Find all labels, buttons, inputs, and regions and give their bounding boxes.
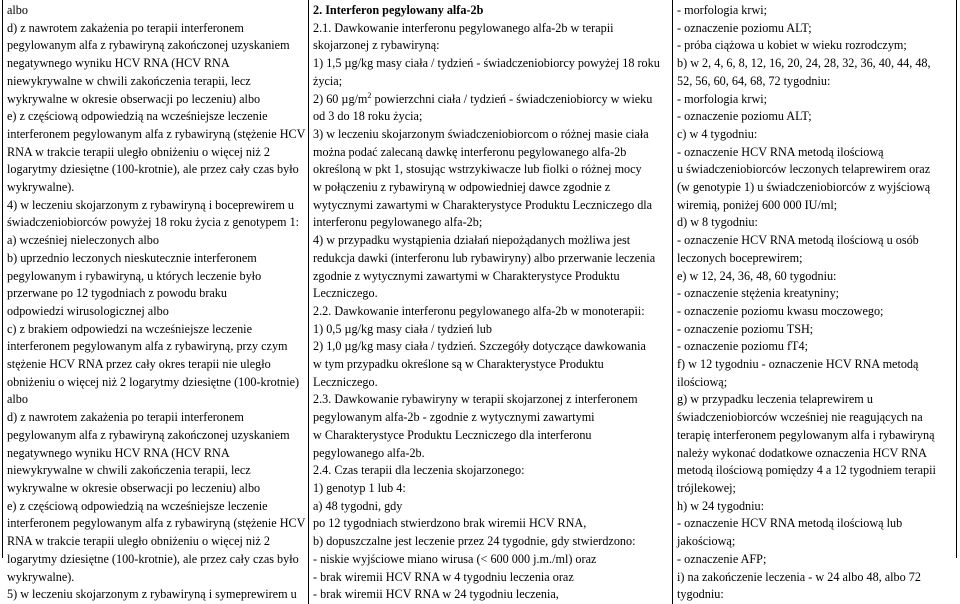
text-line: wykrywalne). (7, 180, 75, 195)
text-line: a) 48 tygodni, gdy (313, 498, 403, 513)
text-line: w Charakterystyce Produktu Leczniczego dla interferonu (313, 427, 592, 442)
text-line: - oznaczenie HCV RNA metodą ilościową (677, 144, 884, 159)
column-dosage (309, 0, 673, 604)
text-line: 2.2. Dawkowanie interferonu pegylowanego alfa-2b w monoterapii: (313, 303, 645, 318)
text-line: g) w przypadku leczenia telaprewirem u (677, 392, 873, 407)
text-line: pegylowanym i rybawiryną, u których leczenie było (7, 268, 262, 283)
text-line: świadczeniobiorców wcześniej nie reagujących na (677, 410, 923, 425)
text-line: jakościową; (677, 534, 736, 549)
text-line: d) z nawrotem zakażenia po terapii interferonem (7, 20, 244, 35)
text-line: 3) w leczeniu skojarzonym świadczeniobiorcom o różnej masie ciała (313, 126, 649, 141)
text-line: b) w 2, 4, 6, 8, 12, 16, 20, 24, 28, 32, 36, 40, 44, 48, (677, 56, 931, 71)
text-line: od 3 do 18 roku życia; (313, 109, 423, 124)
text-line: pegylowanym alfa-2b - zgodnie z wytycznymi zawartymi (313, 410, 595, 425)
text-line: interferonu pegylowanego alfa-2b; (313, 215, 483, 230)
text-line: leczonych boceprewirem; (677, 250, 803, 265)
text-line: - oznaczenie AFP; (677, 551, 767, 566)
text-line: zgodnie z wytycznymi zawartymi w Charakterystyce Produktu (313, 268, 620, 283)
text-line: w tym przypadku określone są w Charakterystyce Produktu (313, 357, 604, 372)
text-line: f) w 12 tygodniu - oznaczenie HCV RNA metodą (677, 357, 919, 372)
text-line: 1) genotyp 1 lub 4: (313, 480, 406, 495)
section-heading: 2. Interferon pegylowany alfa-2b (313, 3, 484, 17)
text-line: stężenie HCV RNA przez cały okres terapii nie uległo (7, 357, 271, 372)
text-line: b) dopuszczalne jest leczenie przez 24 tygodnie, gdy stwierdzono: (313, 534, 636, 549)
text-line: e) z częściową odpowiedzią na wcześniejsze leczenie (7, 498, 268, 513)
text-line: ilościową; (677, 374, 728, 389)
column-monitoring (673, 0, 958, 604)
text-line: c) w 4 tygodniu: (677, 126, 758, 141)
text-line: odpowiedzi wirusologicznej albo (7, 303, 169, 318)
text-line: niewykrywalne w chwili zakończenia terapii, lecz (7, 73, 251, 88)
text-line: 2.3. Dawkowanie rybawiryny w terapii skojarzonej z interferonem (313, 392, 638, 407)
text-line: d) w 8 tygodniu: (677, 215, 758, 230)
text-line: albo (7, 3, 28, 17)
text-line: interferonem pegylowanym alfa z rybawiryną, przy czym (7, 339, 288, 354)
text-line: 4) w leczeniu skojarzonym z rybawiryną i boceprewirem u (7, 197, 294, 212)
text-line: d) z nawrotem zakażenia po terapii interferonem (7, 410, 244, 425)
text-line: wiremią, poniżej 600 000 IU/ml; (677, 197, 838, 212)
text-line: 4) w przypadku wystąpienia działań niepożądanych możliwa jest (313, 233, 631, 248)
text-line: negatywnego wyniku HCV RNA (HCV RNA (7, 445, 230, 460)
text-line: b) uprzednio leczonych nieskutecznie interferonem (7, 250, 257, 265)
text-line: albo (7, 392, 28, 407)
text-line: metodą ilościową pomiędzy 4 a 12 tygodniem terapii (677, 463, 936, 478)
text-line: - brak wiremii HCV RNA w 4 tygodniu leczenia oraz (313, 569, 574, 584)
text-line: logarytmy dziesiętne (100-krotnie), ale przez cały czas było (7, 551, 299, 566)
text-line: - oznaczenie HCV RNA metodą ilościową lub (677, 516, 903, 531)
text-line: - morfologia krwi; (677, 3, 768, 17)
text-line: - oznaczenie HCV RNA metodą ilościową u osób (677, 233, 919, 248)
text-line: RNA w trakcie terapii uległo obniżeniu o więcej niż 2 (7, 144, 270, 159)
text-line: niewykrywalne w chwili zakończenia terapii, lecz (7, 463, 251, 478)
text-line: trójlekowej; (677, 480, 736, 495)
text-line: 1) 0,5 µg/kg masy ciała / tydzień lub (313, 321, 492, 336)
text-line: c) z brakiem odpowiedzi na wcześniejsze leczenie (7, 321, 252, 336)
text-line: określoną w pkt 1, stosując wstrzykiwacze lub fiolki o różnej mocy (313, 162, 642, 177)
column-eligibility-criteria (3, 0, 309, 604)
text-line: - oznaczenie stężenia kreatyniny; (677, 286, 840, 301)
text-line: w połączeniu z rybawiryną w odpowiedniej dawce zgodnie z (313, 180, 611, 195)
text-line: redukcja dawki (interferonu lub rybawiryny) albo przerwanie leczenia (313, 250, 656, 265)
text-line: 2) 60 $\mu g/m^2$ powierzchni ciała / tydzień - świadczeniobiorcy w wieku (313, 90, 653, 106)
text-line: wykrywalne w okresie obserwacji po leczeniu) albo (7, 91, 261, 106)
text-line: - oznaczenie poziomu ALT; (677, 109, 812, 124)
text-line: 52, 56, 60, 64, 68, 72 tygodniu: (677, 73, 831, 88)
text-line: należy wykonać dodatkowe oznaczenia HCV RNA (677, 445, 927, 460)
text-line: wytycznymi zawartymi w Charakterystyce Produktu Leczniczego dla (313, 197, 653, 212)
text-line: 5) w leczeniu skojarzonym z rybawiryną i symeprewirem u (7, 587, 297, 602)
text-line: 1) 1,5 µg/kg masy ciała / tydzień - świadczeniobiorcy powyżej 18 roku (313, 56, 660, 71)
text-line: e) w 12, 24, 36, 48, 60 tygodniu: (677, 268, 837, 283)
text-line: Leczniczego. (313, 374, 378, 389)
text-line: - oznaczenie poziomu ALT; (677, 20, 812, 35)
text-line: interferonem pegylowanym alfa z rybawiryną (stężenie HCV (7, 126, 306, 141)
text-line: obniżeniu o więcej niż 2 logarytmy dziesiętne (100-krotnie) (7, 374, 300, 389)
text-line: - oznaczenie poziomu fT4; (677, 339, 808, 354)
text-line: - morfologia krwi; (677, 91, 768, 106)
text-line: świadczeniobiorców powyżej 18 roku życia z genotypem 1: (7, 215, 300, 230)
text-line: RNA w trakcie terapii uległo obniżeniu o więcej niż 2 (7, 534, 270, 549)
text-line: 2.1. Dawkowanie interferonu pegylowanego alfa-2b w terapii (313, 20, 614, 35)
text-line: przerwane po 12 tygodniach z powodu braku (7, 286, 227, 301)
text-line: terapię interferonem pegylowanym alfa i rybawiryną (677, 427, 935, 442)
text-line: - oznaczenie poziomu kwasu moczowego; (677, 303, 884, 318)
text-line: - niskie wyjściowe miano wirusa (< 600 000 j.m./ml) oraz (313, 551, 597, 566)
text-line: - brak wiremii HCV RNA w 24 tygodniu leczenia, (313, 587, 559, 602)
text-line: interferonem pegylowanym alfa z rybawiryną (stężenie HCV (7, 516, 306, 531)
text-line: tygodniu: (677, 587, 724, 602)
text-line: - oznaczenie poziomu TSH; (677, 321, 814, 336)
text-line: (w genotypie 1) u świadczeniobiorców z wyjściową (677, 180, 931, 195)
text-line: wykrywalne). (7, 569, 75, 584)
text-line: negatywnego wyniku HCV RNA (HCV RNA (7, 56, 230, 71)
text-line: a) wcześniej nieleczonych albo (7, 233, 159, 248)
text-line: i) na zakończenie leczenia - w 24 albo 48, albo 72 (677, 569, 921, 584)
text-line: h) w 24 tygodniu: (677, 498, 765, 513)
text-line: skojarzonej z rybawiryną: (313, 38, 440, 53)
text-line: Leczniczego. (313, 286, 378, 301)
text-line: 2.4. Czas terapii dla leczenia skojarzonego: (313, 463, 525, 478)
text-line: pegylowanego alfa-2b. (313, 445, 425, 460)
text-line: e) z częściową odpowiedzią na wcześniejsze leczenie (7, 109, 268, 124)
text-line: logarytmy dziesiętne (100-krotnie), ale przez cały czas było (7, 162, 299, 177)
text-line: u świadczeniobiorców leczonych telaprewirem oraz (677, 162, 931, 177)
program-table (2, 0, 957, 602)
text-line: po 12 tygodniach stwierdzono brak wiremii HCV RNA, (313, 516, 587, 531)
text-line: 2) 1,0 µg/kg masy ciała / tydzień. Szczegóły dotyczące dawkowania (313, 339, 646, 354)
text-line: można podać zalecaną dawkę interferonu pegylowanego alfa-2b (313, 144, 627, 159)
text-line: pegylowanym alfa z rybawiryną zakończonej uzyskaniem (7, 38, 290, 53)
text-line: wykrywalne w okresie obserwacji po leczeniu) albo (7, 480, 261, 495)
text-line: życia; (313, 73, 343, 88)
text-line: pegylowanym alfa z rybawiryną zakończonej uzyskaniem (7, 427, 290, 442)
text-line: - próba ciążowa u kobiet w wieku rozrodczym; (677, 38, 907, 53)
